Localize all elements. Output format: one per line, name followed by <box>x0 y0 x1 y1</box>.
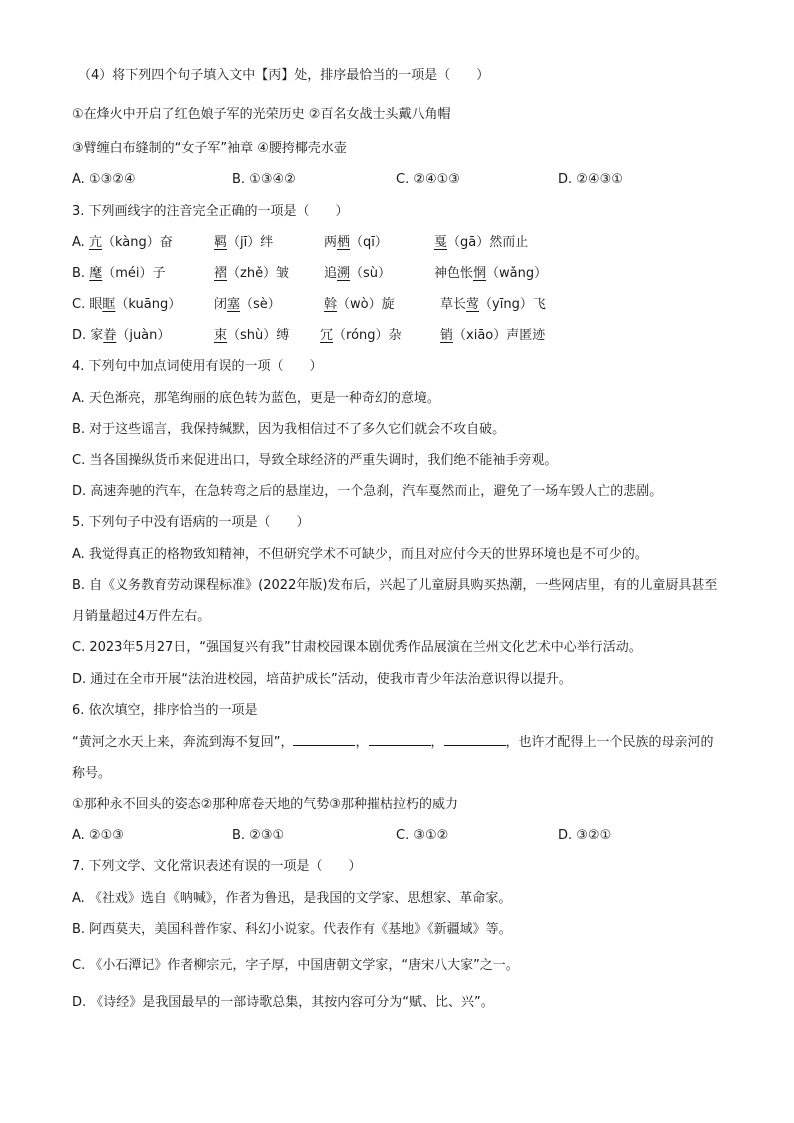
q3-a-item-2: 羁（jī）绊 <box>214 235 274 250</box>
question-7-option-a: A. 《社戏》选自《呐喊》，作者为鲁迅，是我国的文学家、思想家、革命家。 <box>72 891 512 906</box>
q3-d-item-3: 冗（róng）杂 <box>320 328 402 343</box>
question-4b-option-b: B. 对于这些谣言，我保持缄默，因为我相信过不了多久它们就会不攻自破。 <box>72 422 506 437</box>
q3-c-item-4: 草长莺（yīng）飞 <box>440 297 546 312</box>
question-5-stem: 5. 下列句子中没有语病的一项是（ ） <box>72 515 310 530</box>
q3-a-item-3: 两栖（qī） <box>324 235 388 250</box>
question-5-option-d: D. 通过在全市开展“法治进校园，培苗护成长”活动，使我市青少年法治意识得以提升。 <box>72 672 572 687</box>
question-6-quote: “黄河之水天上来，奔流到海不复回”， ， ， ，也许才配得上一个民族的母亲河的称号。 <box>72 727 722 789</box>
question-4-option-c: C. ②④①③ <box>396 172 460 187</box>
q3-c-item-3: 斡（wò）旋 <box>324 297 395 312</box>
question-4b-option-a: A. 天色渐亮，那笔绚丽的底色转为蓝色，更是一种奇幻的意境。 <box>72 391 440 406</box>
q3-d-item-4: 销（xiāo）声匿迹 <box>440 328 546 343</box>
question-3-stem: 3. 下列画线字的注音完全正确的一项是（ ） <box>72 204 349 219</box>
question-6-option-c: C. ③①② <box>396 828 449 843</box>
question-6-option-d: D. ③②① <box>558 828 612 843</box>
blank-3 <box>444 731 506 746</box>
question-6-option-b: B. ②③① <box>232 828 285 843</box>
question-4-option-a: A. ①③②④ <box>72 172 136 187</box>
question-6-items: ①那种永不回头的姿态②那种席卷天地的气势③那种摧枯拉朽的威力 <box>72 797 458 812</box>
q3-d-item-1: D. 家眷（juàn） <box>72 328 171 343</box>
question-7-option-b: B. 阿西莫夫，美国科普作家、科幻小说家。代表作有《基地》《新疆域》等。 <box>72 922 512 937</box>
question-4-option-b: B. ①③④② <box>232 172 296 187</box>
question-6-stem: 6. 依次填空，排序恰当的一项是 <box>72 703 258 718</box>
question-7-option-d: D. 《诗经》是我国最早的一部诗歌总集，其按内容可分为“赋、比、兴”。 <box>72 995 494 1010</box>
q3-c-item-1: C. 眼眶（kuāng） <box>72 297 182 312</box>
blank-1 <box>293 731 355 746</box>
q3-b-item-1: B. 麾（méi）子 <box>72 266 166 281</box>
q3-b-item-3: 追溯（sù） <box>324 266 392 281</box>
question-4b-stem: 4. 下列句中加点词使用有误的一项（ ） <box>72 359 323 374</box>
q3-a-item-1: A. 亢（kàng）奋 <box>72 235 173 250</box>
question-5-option-b: B. 自《义务教育劳动课程标准》(2022年版)发布后，兴起了儿童厨具购买热潮，一些网店里，有的儿童厨具甚至月销量超过4万件左右。 <box>72 578 718 624</box>
blank-2 <box>369 731 431 746</box>
question-7-stem: 7. 下列文学、文化常识表述有误的一项是（ ） <box>72 859 362 874</box>
question-4-items-line2: ③臂缠白布缝制的“女子军”袖章 ④腰挎椰壳水壶 <box>72 141 347 156</box>
q3-b-item-4: 神色怅惘（wǎng） <box>434 266 548 281</box>
q3-c-item-2: 闭塞（sè） <box>214 297 281 312</box>
question-4-stem: （4）将下列四个句子填入文中【丙】处，排序最恰当的一项是（ ） <box>78 68 490 83</box>
question-7-option-c: C. 《小石潭记》作者柳宗元，字子厚，中国唐朝文学家，“唐宋八大家”之一。 <box>72 958 519 973</box>
question-5-option-a: A. 我觉得真正的格物致知精神，不但研究学术不可缺少，而且对应付今天的世界环境也是不可少的。 <box>72 547 648 562</box>
question-4-option-d: D. ②④③① <box>558 172 623 187</box>
q3-d-item-2: 束（shù）缚 <box>214 328 290 343</box>
question-4b-option-d: D. 高速奔驰的汽车，在急转弯之后的悬崖边，一个急刹，汽车戛然而止，避免了一场车毁人亡的悲剧。 <box>72 484 663 499</box>
q3-b-item-2: 褶（zhě）皱 <box>214 266 290 281</box>
q3-a-item-4: 戛（gā）然而止 <box>434 235 529 250</box>
question-5-option-c: C. 2023年5月27日，“强国复兴有我”甘肃校园课本剧优秀作品展演在兰州文化艺术中心举行活动。 <box>72 640 642 655</box>
question-6-option-a: A. ②①③ <box>72 828 124 843</box>
question-4b-option-c: C. 当各国操纵货币来促进出口，导致全球经济的严重失调时，我们绝不能袖手旁观。 <box>72 453 558 468</box>
question-4-items-line1: ①在烽火中开启了红色娘子军的光荣历史 ②百名女战士头戴八角帽 <box>72 107 451 122</box>
